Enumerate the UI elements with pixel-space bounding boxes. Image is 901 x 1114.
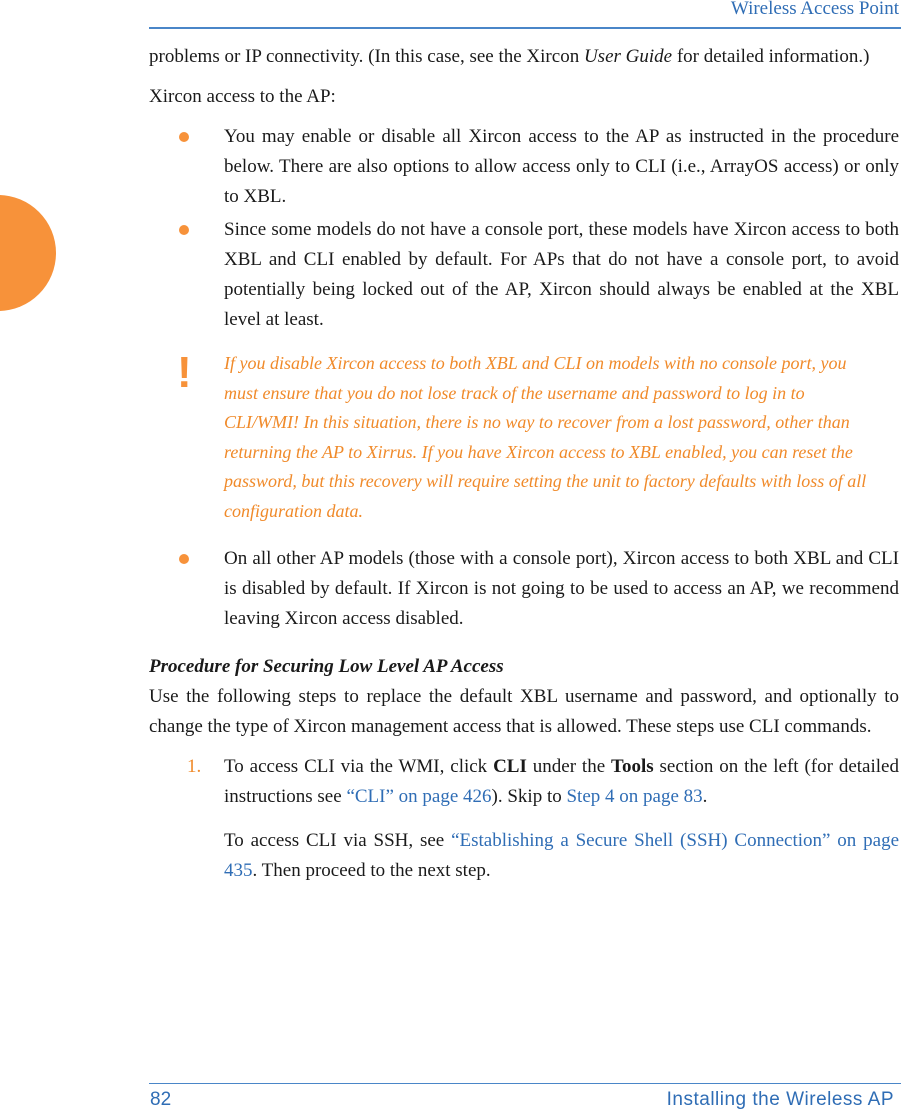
list-item: You may enable or disable all Xircon access to the AP as instructed in the procedure below. There are also options to allow access only to CLI (i.e., ArrayOS access) or only to XBL. [149,122,899,212]
step-4-link[interactable]: Step 4 on page 83 [566,786,703,807]
running-header-title: Wireless Access Point [730,0,899,19]
bullet-icon [179,554,189,564]
intro-paragraph: problems or IP connectivity. (In this case, see the Xircon User Guide for detailed information.) [149,46,870,67]
step-1-continuation: To access CLI via SSH, see “Establishing a Secure Shell (SSH) Connection” on page 435. Then proceed to the next step. [224,830,900,881]
cli-page-link[interactable]: “CLI” on page 426 [346,786,492,807]
bullet-icon [179,225,189,235]
step-1: 1. To access CLI via the WMI, click CLI under the Tools section on the left (for detailed instructions see “CLI” on page 426). Skip to Step 4 on page 83. [149,752,899,812]
warning-text: If you disable Xircon access to both XBL and CLI on models with no console port, you must ensure that you do not lose track of the username and password to log in to CLI/WMI! In this situation, there is no way to recover from a lost password, other than returning the AP to Xirrus. If you have Xircon access to XBL enabled, you can reset the password, but this recovery will require setting the unit to factory defaults with loss of all configuration data. [224,353,867,521]
procedure-intro: Use the following steps to replace the default XBL username and password, and optionally to change the type of Xircon management access that is allowed. These steps use CLI commands. [149,686,899,737]
footer-section-title: Installing the Wireless AP [666,1089,894,1110]
page-number: 82 [150,1089,172,1110]
bullet-icon [179,132,189,142]
step-number: 1. [187,756,202,777]
cli-label: CLI [493,756,527,777]
user-guide-title: User Guide [583,46,673,67]
chapter-tab-marker [0,195,56,311]
exclamation-icon: ! [177,348,192,397]
ssh-page-link[interactable]: “Establishing a Secure Shell (SSH) Connection” on page 435 [224,830,900,881]
footer-rule [149,1083,901,1084]
list-item: On all other AP models (those with a console port), Xircon access to both XBL and CLI is disabled by default. If Xircon is not going to be used to access an AP, we recommend leaving Xircon access disabled. [149,544,899,634]
warning-note [149,349,899,526]
page-body [149,42,899,886]
xircon-access-heading: Xircon access to the AP: [149,86,336,107]
tools-label: Tools [611,756,654,777]
header-rule [149,27,901,29]
list-item: Since some models do not have a console port, these models have Xircon access to both XBL and CLI enabled by default. For APs that do not have a console port, to avoid potentially being locked out of the AP, Xircon should always be enabled at the XBL level at least. [149,215,899,335]
procedure-title: Procedure for Securing Low Level AP Access [149,656,504,677]
